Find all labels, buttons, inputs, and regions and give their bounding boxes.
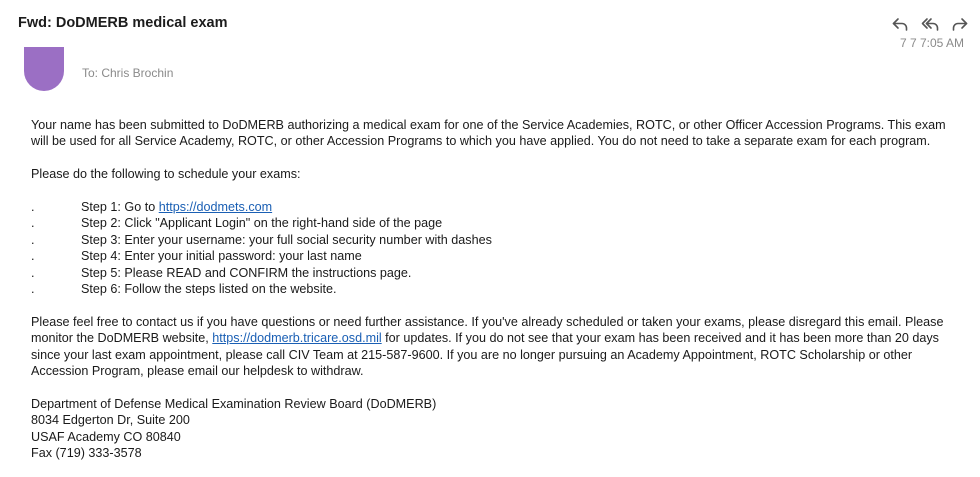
step-text: Step 1: Go to https://dodmets.com: [81, 200, 273, 214]
email-header: [0, 0, 980, 48]
bullet: .: [31, 265, 35, 280]
message-actions: [888, 12, 972, 36]
contact-paragraph: Please feel free to contact us if you have questions or need further assistance. If you've already scheduled or taken your exams, please disregard this email. Please monitor the DoDMERB website, https://dodmerb.tricare.osd.mil for updates. If you do not see that your exam has been received and it has been more than 20 days since your last exam appointment, please call CIV Team at 215-587-9600. If you are no longer pursuing an Academy Appointment, ROTC Scholarship or other Accession Program, please email our helpdesk to withdraw.: [31, 314, 944, 378]
list-item: [31, 265, 956, 281]
signature-address-2: USAF Academy CO 80840: [31, 429, 181, 444]
list-item: [31, 215, 956, 231]
reply-all-icon: [921, 15, 939, 33]
reply-button[interactable]: [888, 12, 912, 36]
bullet: .: [31, 249, 35, 264]
email-body: [31, 117, 956, 461]
step-text: Step 6: Follow the steps listed on the website.: [81, 281, 337, 296]
list-item: [31, 199, 956, 215]
forward-button[interactable]: [948, 12, 972, 36]
list-item: [31, 248, 956, 264]
signature-address-1: 8034 Edgerton Dr, Suite 200: [31, 413, 190, 428]
instruction-text: Please do the following to schedule your exams:: [31, 167, 301, 182]
step-text: Step 5: Please READ and CONFIRM the instructions page.: [81, 265, 412, 280]
forward-icon: [951, 15, 969, 33]
bullet: .: [31, 216, 35, 231]
bullet: .: [31, 232, 35, 247]
dodmets-link[interactable]: https://dodmets.com: [158, 200, 273, 214]
reply-icon: [891, 15, 909, 33]
step-text: Step 4: Enter your initial password: your last name: [81, 249, 362, 264]
dodmerb-website-link[interactable]: https://dodmerb.tricare.osd.mil: [212, 331, 382, 346]
email-date: 7 7 7:05 AM: [899, 36, 964, 50]
intro-paragraph: Your name has been submitted to DoDMERB authorizing a medical exam for one of the Service Academies, ROTC, or other Officer Accession Programs. This exam will be used for all Service Academy, ROTC, or other Accession Programs to which you have applied. You do not need to take a separate exam for each program.: [31, 118, 946, 149]
signature-fax: Fax (719) 333-3578: [31, 445, 142, 460]
step-text: Step 2: Click "Applicant Login" on the right-hand side of the page: [81, 216, 443, 231]
bullet: .: [31, 200, 35, 214]
signature-org: Department of Defense Medical Examination Review Board (DoDMERB): [31, 396, 437, 411]
step-text: Step 3: Enter your username: your full social security number with dashes: [81, 232, 492, 247]
list-item: [31, 232, 956, 248]
email-subject: Fwd: DoDMERB medical exam: [18, 15, 228, 31]
recipient-line: To: Chris Brochin: [82, 66, 174, 80]
bullet: .: [31, 281, 35, 296]
reply-all-button[interactable]: [918, 12, 942, 36]
sender-avatar: [24, 47, 64, 91]
list-item: [31, 281, 956, 297]
